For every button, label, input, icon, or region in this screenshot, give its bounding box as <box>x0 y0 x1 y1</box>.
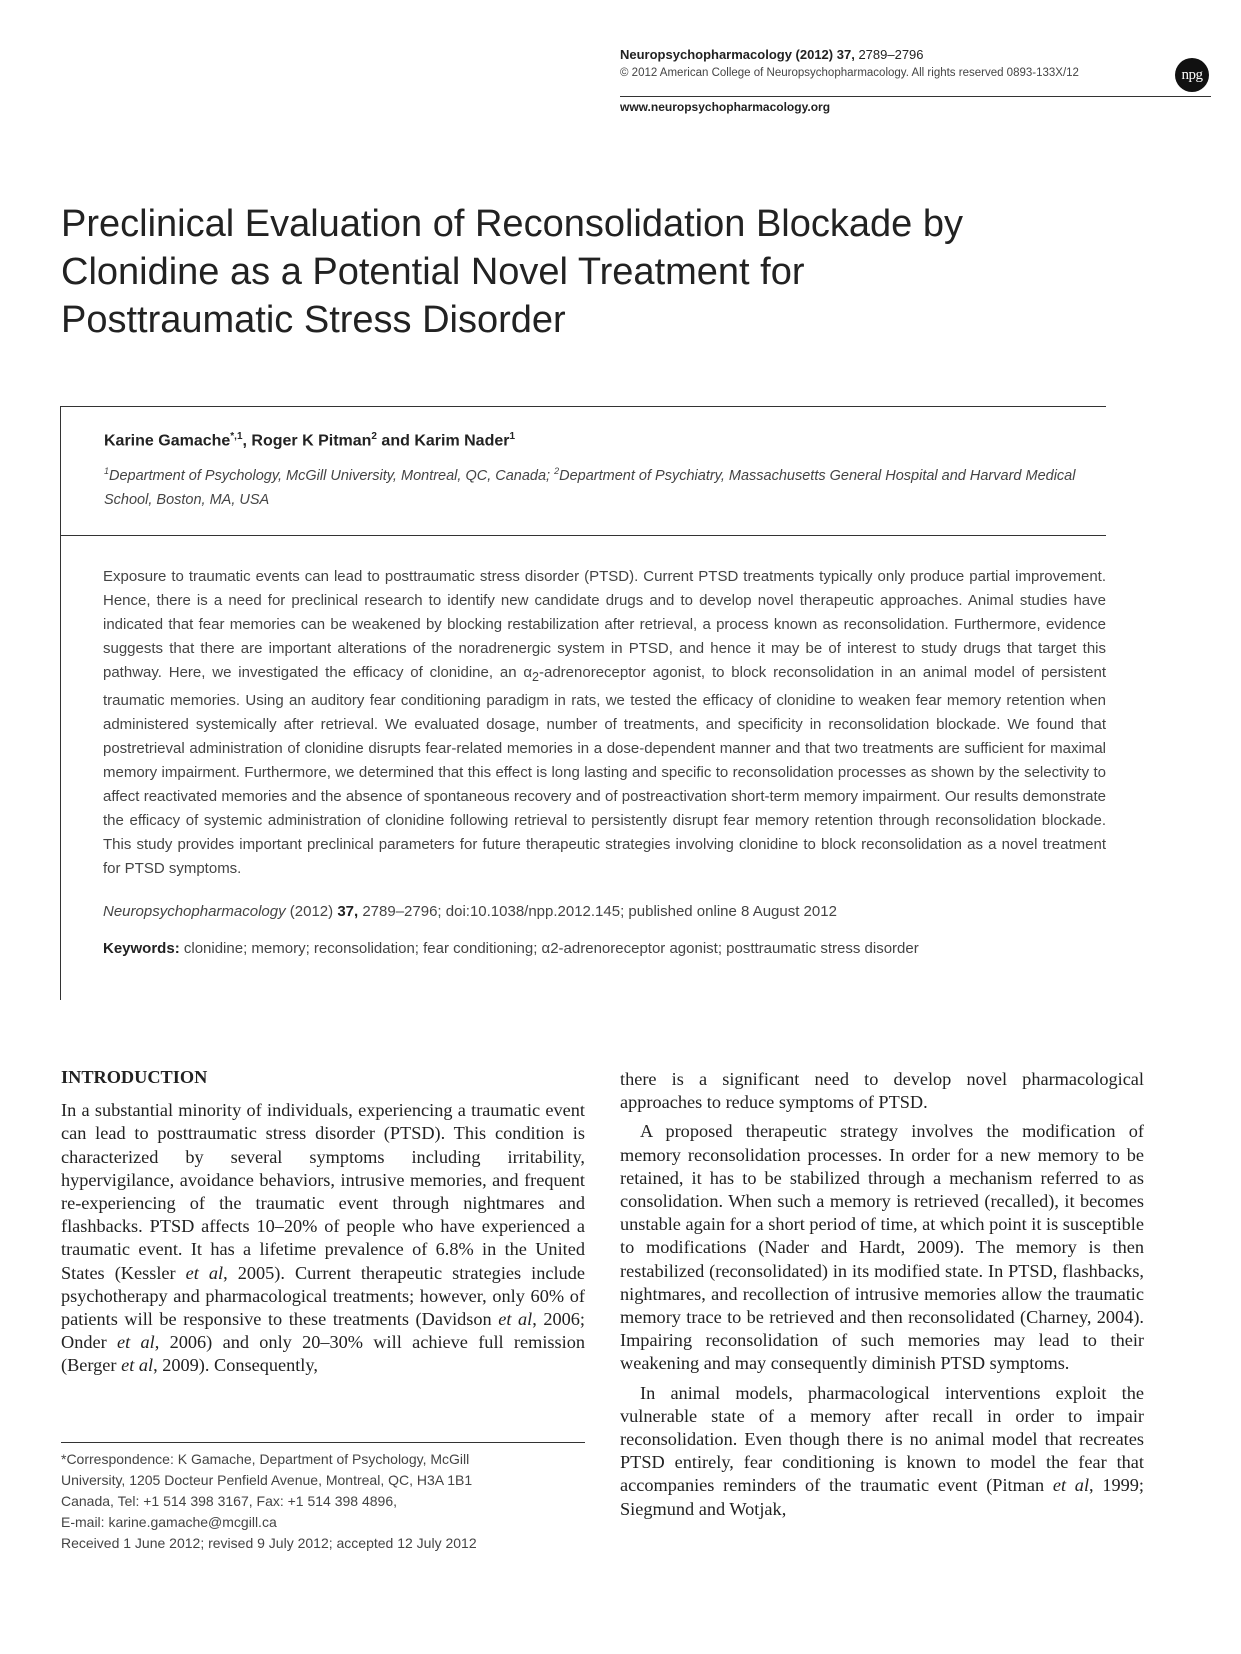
paragraph-text: , 2006) and only 20–30% will achieve full remission (Berger <box>61 1332 586 1376</box>
footnote-line: University, 1205 Docteur Penfield Avenue, Montreal, QC, H3A 1B1 <box>61 1472 473 1488</box>
running-header <box>620 46 1210 82</box>
et-al: et al <box>1052 1475 1090 1496</box>
journal-pages: 2789–2796 <box>858 47 924 62</box>
keywords-label: Keywords: <box>103 940 180 957</box>
body-left-column <box>61 1066 585 1378</box>
author-name: Karine Gamache <box>104 432 231 450</box>
affiliation-text: Department of Psychology, McGill University, Montreal, QC, Canada; <box>109 467 555 484</box>
npg-logo: npg <box>1175 58 1209 92</box>
intro-paragraph: A proposed therapeutic strategy involves the modification of memory reconsolidation processes. In order for a new memory to be retained, it has to be stabilized through a mechanism referred to as consolidation. When such a memory is retrieved (recalled), it becomes unstable again for a short period of time, at which point it is susceptible to modifications (Nader and Hardt, 2009). The memory is then restabilized (reconsolidated) in its modified state. In PTSD, flashbacks, nightmares, and recollection of intrusive memories allow the traumatic memory trace to be retrieved and then reconsolidated (Charney, 2004). Impairing reconsolidation of such memories may lead to their weakening and may consequently diminish PTSD symptoms. <box>620 1121 1144 1374</box>
intro-paragraph <box>620 1382 1144 1521</box>
abstract-left-rule <box>60 536 61 1000</box>
abstract-text: Exposure to traumatic events can lead to posttraumatic stress disorder (PTSD). Current PTSD treatments typically only produce partial improvement. Hence, there is a need for preclinical research to identify new candidate drugs and to develop novel therapeutic approaches. Animal studies have indicated that fear memories can be weakened by blocking restabilization after retrieval, a process known as reconsolidation. Furthermore, evidence suggests that there are important alterations of the noradrenergic system in PTSD, and hence it may be of interest to study drugs that target this pathway. Here, we investigated the efficacy of clonidine, an α <box>103 568 1106 681</box>
section-heading-introduction: INTRODUCTION <box>61 1067 208 1087</box>
abstract-subscript: 2 <box>532 670 539 684</box>
citation-journal: Neuropsychopharmacology <box>103 903 286 920</box>
footnote-email[interactable]: E-mail: karine.gamache@mcgill.ca <box>61 1514 277 1530</box>
journal-reference <box>620 46 1210 64</box>
citation-line <box>103 903 837 920</box>
header-rule <box>620 96 1211 97</box>
journal-url-link[interactable]: www.neuropsychopharmacology.org <box>620 100 831 114</box>
footnote-line: Canada, Tel: +1 514 398 3167, Fax: +1 514 398 4896, <box>61 1493 398 1509</box>
et-al: et al <box>185 1262 224 1283</box>
author-list <box>104 431 515 450</box>
affiliation-text: Department of Psychiatry, Massachusetts General Hospital and Harvard Medical School, Boston, MA, USA <box>104 467 1076 508</box>
paragraph-text: , 1999; Siegmund and Wotjak, <box>620 1475 1144 1519</box>
copyright-line: © 2012 American College of Neuropsychopharmacology. All rights reserved 0893-133X/12 <box>620 67 1079 79</box>
paragraph-text: , 2009). Consequently, <box>153 1355 318 1376</box>
paragraph-text: , 2006; Onder <box>61 1309 585 1353</box>
citation-volume: 37, <box>337 903 359 920</box>
paragraph-text: , 2005). Current therapeutic strategies include psychotherapy and pharmacological treatments; however, only 60% of patients will be responsive to these treatments (Davidson <box>61 1262 585 1330</box>
body-right-column <box>620 1068 1144 1521</box>
paragraph-text: In a substantial minority of individuals, experiencing a traumatic event can lead to posttraumatic stress disorder (PTSD). This condition is characterized by several symptoms including irritability, hypervigilance, avoidance behaviors, intrusive memories, and frequent re-experiencing of the traumatic event through nightmares and flashbacks. PTSD affects 10–20% of people who have experienced a traumatic event. It has a lifetime prevalence of 6.8% in the United States (Kessler <box>61 1100 585 1283</box>
footnote-rule <box>61 1442 585 1443</box>
journal-name: Neuropsychopharmacology (2012) 37, <box>620 47 855 62</box>
et-al: et al <box>117 1332 155 1353</box>
keywords <box>103 940 919 957</box>
keywords-list: clonidine; memory; reconsolidation; fear conditioning; α2-adrenoreceptor agonist; posttraumatic stress disorder <box>179 940 919 957</box>
correspondence-footnote <box>61 1449 585 1554</box>
author-name: , Roger K Pitman <box>242 432 372 450</box>
citation-details: 2789–2796; doi:10.1038/npp.2012.145; published online 8 August 2012 <box>358 903 837 920</box>
paragraph-text: In animal models, pharmacological interventions exploit the vulnerable state of a memory after recall in order to impair reconsolidation. Even though there is no animal model that recreates PTSD entirely, fear conditioning is known to model the fear that accompanies reminders of the traumatic event (Pitman <box>620 1382 1144 1496</box>
author-sup: 1 <box>509 431 516 442</box>
author-sup: 2 <box>371 431 377 442</box>
received-dates: Received 1 June 2012; revised 9 July 2012; accepted 12 July 2012 <box>61 1535 477 1551</box>
author-box <box>60 406 1106 536</box>
abstract <box>103 565 1106 881</box>
author-sup: *,1 <box>230 431 243 442</box>
intro-paragraph <box>61 1099 585 1377</box>
author-name: and Karim Nader <box>376 432 510 450</box>
affiliations <box>104 459 1104 512</box>
affiliation-sup: 2 <box>554 466 560 476</box>
affiliation-sup: 1 <box>104 466 110 476</box>
et-al: et al <box>498 1309 533 1330</box>
intro-paragraph: there is a significant need to develop novel pharmacological approaches to reduce symptoms of PTSD. <box>620 1069 1144 1113</box>
article-title: Preclinical Evaluation of Reconsolidation Blockade by Clonidine as a Potential Novel Treatment for Posttraumatic Stress Disorder <box>61 203 963 341</box>
footnote-line: *Correspondence: K Gamache, Department of Psychology, McGill <box>61 1451 470 1467</box>
abstract-text: -adrenoreceptor agonist, to block reconsolidation in an animal model of persistent traumatic memories. Using an auditory fear conditioning paradigm in rats, we tested the efficacy of clonidine to weaken fear memory retention when administered systemically after retrieval. We evaluated dosage, number of treatments, and specificity in reconsolidation blockade. We found that postretrieval administration of clonidine disrupts fear-related memories in a dose-dependent manner and that two treatments are sufficient for maximal memory impairment. Furthermore, we determined that this effect is long lasting and specific to reconsolidation processes as shown by the selectivity to affect reactivated memories and the absence of spontaneous recovery and of postreactivation short-term memory impairment. Our results demonstrate the efficacy of systemic administration of clonidine following retrieval to persistently disrupt fear memory retention through reconsolidation blockade. This study provides important preclinical parameters for future therapeutic strategies involving clonidine to block reconsolidation as a novel treatment for PTSD symptoms. <box>103 664 1107 877</box>
et-al: et al <box>121 1355 154 1376</box>
citation-year: (2012) <box>285 903 338 920</box>
